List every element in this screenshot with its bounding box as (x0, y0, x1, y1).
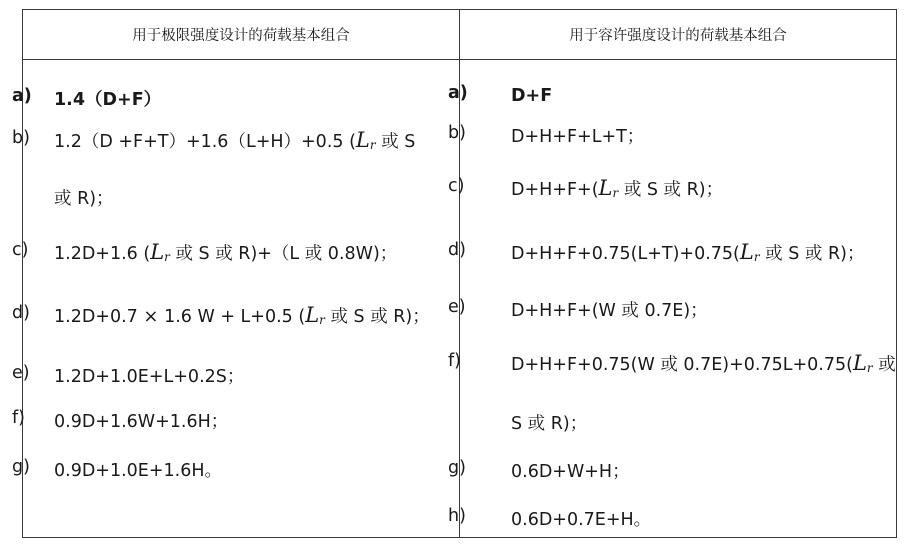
lr-symbol: $L_r$ (305, 303, 325, 327)
header-divider (23, 59, 896, 60)
lr-symbol: $L_r$ (852, 351, 873, 375)
lr-symbol: $L_r$ (150, 240, 170, 264)
lr-symbol: $L_r$ (355, 128, 376, 152)
lr-symbol: $L_r$ (598, 176, 619, 200)
header-ultimate-strength: 用于极限强度设计的荷载基本组合 (132, 28, 350, 44)
header-allowable-strength: 用于容许强度设计的荷载基本组合 (569, 28, 787, 44)
lr-symbol: $L_r$ (739, 240, 760, 264)
